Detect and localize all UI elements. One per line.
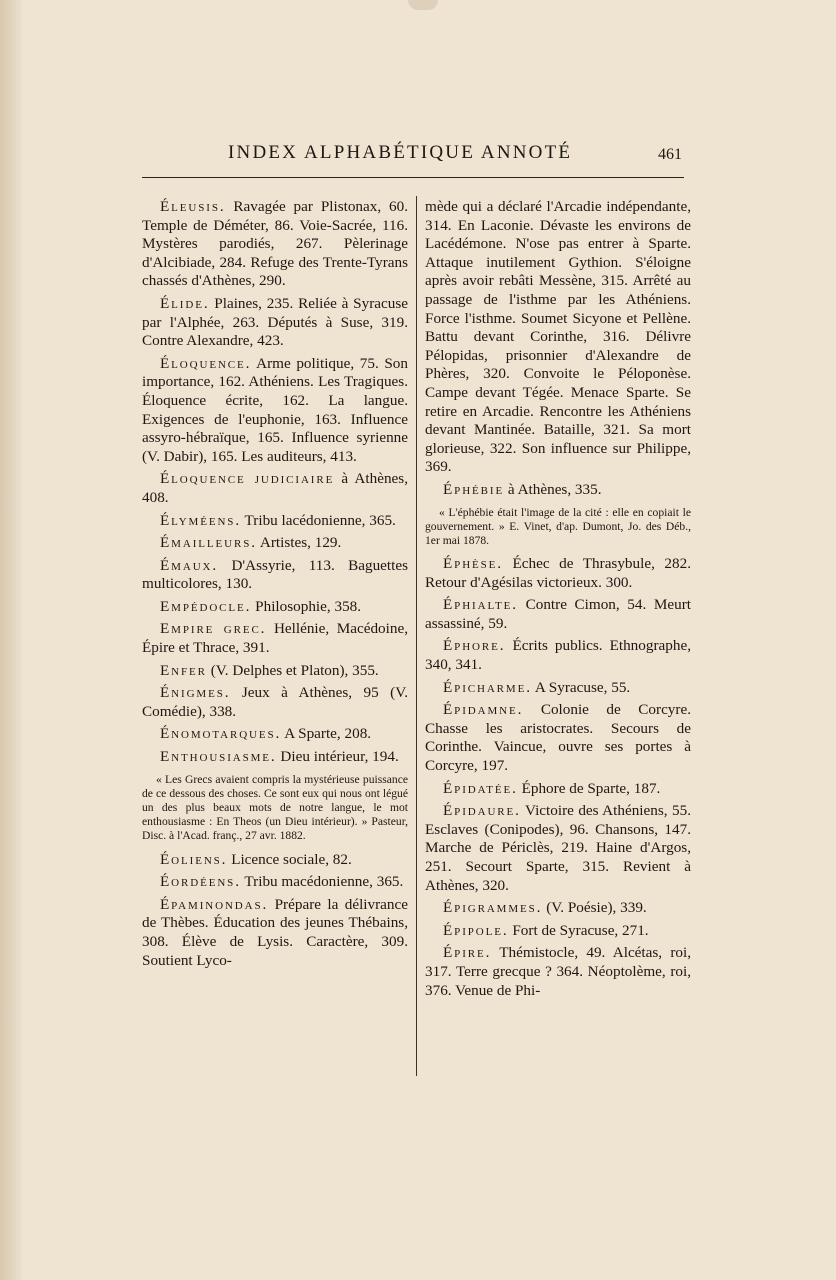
entry-headword: Éoliens. <box>160 850 228 868</box>
entry-text: Hellénie, Macédoine, Épire et Thrace, 391. <box>142 620 408 657</box>
entry-text: Échec de Thrasybule, 282. Retour d'Agésilas victorieux. 300. <box>425 555 691 591</box>
index-entry <box>425 637 691 674</box>
index-entry <box>142 198 408 291</box>
entry-headword: Épidatée. <box>443 779 518 797</box>
entry-headword: Éphébie <box>443 480 505 498</box>
index-entry <box>142 748 408 767</box>
entry-text: Prépare la délivrance de Thèbes. Éducation des jeunes Thébains, 308. Élève de Lysis. Caractère, 309. Soutient Lyco- <box>142 895 408 969</box>
entry-text: Ravagée par Plistonax, 60. Temple de Déméter, 86. Voie-Sacrée, 116. Mystères parodiés, 267. Pèlerinage d'Alcibiade, 284. Refuge des Trente-Tyrans chassés d'Athènes, 290. <box>142 198 408 290</box>
index-entry <box>142 512 408 531</box>
entry-text: (V. Poésie), 339. <box>542 899 647 917</box>
entry-text: Tribu macédonienne, 365. <box>240 873 404 891</box>
index-column-right <box>425 198 691 1004</box>
entry-headword: Épire. <box>443 944 492 962</box>
index-entry-continuation: mède qui a déclaré l'Arcadie indépendante, 314. En Laconie. Dévaste les environs de Lacédémone. N'ose pas entrer à Sparte. Attaque inutilement Gythion. S'éloigne après avoir rebâti Messène, 315. Arrêté au passage de l'isthme par les Athéniens. Force l'isthme. Soumet Sicyone et Pellène. Battu devant Corinthe, 316. Délivre Pélopidas, prisonnier d'Alexandre de Phères, 320. Convoite le Péloponèse. Campe devant Tégée. Menace Sparte. Se retire en Arcadie. Rencontre les Athéniens devant Mantinée. Bataille, 321. Sa mort glorieuse, 322. Son influence sur Philippe, 369. <box>425 198 691 476</box>
entry-text: Arme politique, 75. Son importance, 162. Athéniens. Les Tragiques. Éloquence écrite, 162. La langue. Exigences de l'euphonie, 163. Influence assyro-hébraïque, 165. Influence syrienne (V. Dabir), 165. Les auditeurs, 413. <box>142 354 408 465</box>
entry-text: Jeux à Athènes, 95 (V. Comédie), 338. <box>142 684 408 720</box>
index-entry <box>425 802 691 895</box>
entry-text: Artistes, 129. <box>256 534 342 552</box>
index-entry <box>142 355 408 467</box>
column-divider <box>416 196 417 1076</box>
entry-text: (V. Delphes et Platon), 355. <box>206 661 379 679</box>
index-entry <box>142 598 408 617</box>
entry-text: Victoire des Athéniens, 55. Esclaves (Conipodes), 96. Chansons, 147. Marche de Périclès, 219. Haine d'Argos, 251. Secourt Sparte, 315. Revient à Athènes, 320. <box>425 802 691 894</box>
index-note: « L'éphébie était l'image de la cité : elle en copiait le gouvernement. » E. Vinet, d'ap. Dumont, Jo. des Déb., 1er mai 1878. <box>425 505 691 547</box>
entry-headword: Enthousiasme. <box>160 748 277 766</box>
entry-headword: Épicharme. <box>443 678 532 696</box>
index-entry <box>142 620 408 657</box>
entry-text: Philosophie, 358. <box>251 597 362 615</box>
entry-text: D'Assyrie, 113. Baguettes multicolores, 130. <box>142 556 408 593</box>
entry-headword: Émaux. <box>160 556 219 574</box>
entry-headword: Énigmes. <box>160 684 231 702</box>
entry-headword: Émailleurs. <box>160 534 257 552</box>
entry-text: Contre Cimon, 54. Meurt assassiné, 59. <box>425 596 691 632</box>
entry-headword: Éphialte. <box>443 596 518 614</box>
entry-headword: Épipole. <box>443 921 509 939</box>
index-entry <box>425 922 691 941</box>
page-edge-shadow <box>0 0 22 1280</box>
page-number: 461 <box>658 146 682 163</box>
entry-text: A Syracuse, 55. <box>531 678 631 696</box>
entry-text: à Athènes, 335. <box>504 480 602 498</box>
entry-headword: Éordéens. <box>160 873 241 891</box>
entry-headword: Éphèse. <box>443 555 503 573</box>
entry-headword: Éleusis. <box>160 198 226 215</box>
entry-headword: Élyméens. <box>160 511 242 529</box>
index-entry <box>142 684 408 721</box>
page-top-mark <box>408 0 438 10</box>
entry-text: Colonie de Corcyre. Chasse les aristocrates. Secours de Corinthe. Vaincue, ouvre ses portes à Corcyre, 197. <box>425 701 691 775</box>
entry-text: Éphore de Sparte, 187. <box>517 779 661 797</box>
index-entry <box>425 481 691 500</box>
index-entry <box>425 780 691 799</box>
running-header <box>160 142 690 170</box>
entry-headword: Empédocle. <box>160 597 252 615</box>
entry-headword: Énomotarques. <box>160 725 282 743</box>
index-entry <box>142 851 408 870</box>
index-note: « Les Grecs avaient compris la mystérieuse puissance de ce dessous des choses. Ce sont eux qui nous ont légué un des plus beaux mots de notre langue, le mot enthousiasme : En Theos (un Dieu intérieur). » Pasteur, Disc. à l'Acad. franç., 27 avr. 1882. <box>142 772 408 843</box>
entry-text: Thémistocle, 49. Alcétas, roi, 317. Terre grecque ? 364. Néoptolème, roi, 376. Venue de Phi- <box>425 944 691 999</box>
index-entry <box>142 557 408 594</box>
index-entry <box>142 534 408 553</box>
entry-text: Dieu intérieur, 194. <box>276 748 399 766</box>
entry-headword: Épaminondas. <box>160 895 269 913</box>
entry-headword: Épidamne. <box>443 701 524 719</box>
index-entry <box>425 944 691 1000</box>
index-entry <box>425 701 691 775</box>
entry-headword: Éphore. <box>443 637 506 655</box>
index-column-left <box>142 198 408 974</box>
index-entry <box>142 896 408 970</box>
header-rule <box>142 177 684 178</box>
running-title: INDEX ALPHABÉTIQUE ANNOTÉ <box>228 142 573 163</box>
entry-headword: Éloquence. <box>160 354 252 372</box>
entry-headword: Éloquence judiciaire <box>160 470 335 488</box>
index-entry <box>142 725 408 744</box>
index-entry <box>425 555 691 592</box>
entry-headword: Épigrammes. <box>443 899 543 917</box>
entry-headword: Élide. <box>160 294 210 312</box>
index-entry <box>425 899 691 918</box>
index-entry <box>142 662 408 681</box>
entry-text: Écrits publics. Ethnographe, 340, 341. <box>425 637 691 674</box>
entry-text: Tribu lacédonienne, 365. <box>241 511 396 529</box>
entry-text: Plaines, 235. Reliée à Syracuse par l'Alphée, 263. Députés à Suse, 319. Contre Alexandre, 423. <box>142 294 408 350</box>
index-entry <box>425 679 691 698</box>
index-entry <box>142 470 408 507</box>
entry-text: Fort de Syracuse, 271. <box>508 921 649 939</box>
entry-text: A Sparte, 208. <box>281 725 372 743</box>
entry-text: Licence sociale, 82. <box>227 850 352 868</box>
index-entry <box>142 873 408 892</box>
index-entry <box>425 596 691 633</box>
entry-text: à Athènes, 408. <box>142 470 408 506</box>
entry-headword: Épidaure. <box>443 802 521 820</box>
entry-headword: Empire grec. <box>160 620 267 638</box>
entry-headword: Enfer <box>160 661 207 679</box>
index-entry <box>142 295 408 351</box>
